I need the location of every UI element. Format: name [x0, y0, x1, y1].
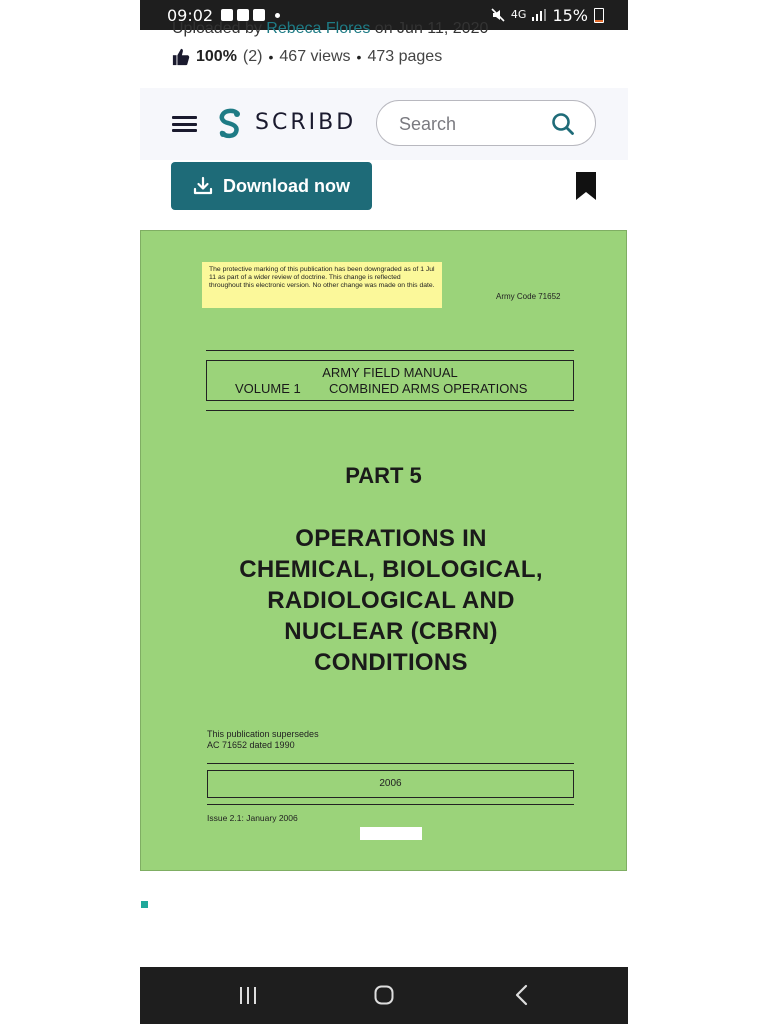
manual-title-box — [206, 360, 574, 401]
title-line: CHEMICAL, BIOLOGICAL, — [239, 556, 543, 583]
battery-level — [595, 20, 603, 22]
views-count: 467 views — [279, 48, 351, 65]
pages-count: 473 pages — [367, 48, 443, 65]
download-icon — [193, 176, 213, 196]
back-icon[interactable] — [514, 984, 528, 1006]
network-type: 4G — [510, 8, 527, 21]
home-icon[interactable] — [374, 985, 394, 1005]
manual-operations: COMBINED ARMS OPERATIONS — [329, 381, 528, 396]
thumbs-up-icon[interactable] — [172, 48, 190, 66]
protective-marking-notice: The protective marking of this publication has been downgraded as of 1 Jul 11 as part of a wider review of doctrine. This change is reflected throughout this electronic version. No other change was made on this date. — [202, 262, 442, 308]
more-notifications-icon — [275, 13, 280, 18]
rating-percent: 100% — [196, 48, 237, 65]
site-header — [140, 88, 628, 160]
download-now-label: Download now — [223, 175, 350, 196]
bookmark-icon[interactable] — [576, 172, 596, 200]
divider-line — [206, 410, 574, 411]
phone-screen — [140, 0, 628, 1024]
part-heading: PART 5 — [345, 463, 422, 488]
mute-icon — [491, 8, 505, 22]
rating-count: (2) — [242, 48, 263, 65]
status-right — [491, 6, 604, 25]
navigation-bar — [140, 967, 628, 1024]
uploaded-date: on Jun 11, 2020 — [374, 20, 489, 37]
scribd-logo-icon[interactable] — [217, 107, 243, 141]
manual-volume: VOLUME 1 — [235, 381, 301, 396]
title-line: RADIOLOGICAL AND — [267, 587, 515, 614]
recent-apps-icon[interactable] — [238, 987, 258, 1004]
manual-title: ARMY FIELD MANUAL — [322, 365, 458, 380]
document-stats — [172, 48, 442, 66]
search-box[interactable] — [376, 100, 596, 146]
download-now-button[interactable] — [171, 162, 372, 210]
search-icon[interactable] — [551, 112, 575, 136]
search-input[interactable] — [397, 111, 541, 137]
year-box: 2006 — [207, 770, 574, 798]
hamburger-menu-icon[interactable] — [172, 116, 197, 132]
document-title — [181, 523, 601, 678]
uploaded-prefix: Uploaded by — [172, 20, 262, 37]
divider-line — [207, 763, 574, 764]
title-line: OPERATIONS IN — [295, 525, 487, 552]
document-page[interactable] — [140, 230, 627, 871]
separator-dot: • — [356, 49, 362, 65]
army-code: Army Code 71652 — [496, 292, 561, 301]
title-line: CONDITIONS — [314, 649, 468, 676]
uploader-link[interactable]: Rebeca Flores — [266, 20, 371, 37]
battery-icon — [594, 8, 604, 23]
divider-line — [206, 350, 574, 351]
title-line: NUCLEAR (CBRN) — [284, 618, 498, 645]
redaction-block — [360, 827, 422, 840]
uploaded-by-line — [140, 20, 628, 37]
separator-dot: • — [268, 49, 274, 65]
progress-indicator — [141, 901, 148, 908]
issue-line: Issue 2.1: January 2006 — [207, 813, 298, 823]
battery-percent: 15% — [552, 5, 588, 25]
divider-line — [207, 804, 574, 805]
signal-icon — [532, 9, 546, 21]
status-time: 09:02 — [167, 5, 214, 25]
supersedes-note: This publication supersedes AC 71652 dated 1990 — [207, 729, 319, 750]
scribd-logo-text[interactable]: SCRIBD — [255, 110, 357, 135]
